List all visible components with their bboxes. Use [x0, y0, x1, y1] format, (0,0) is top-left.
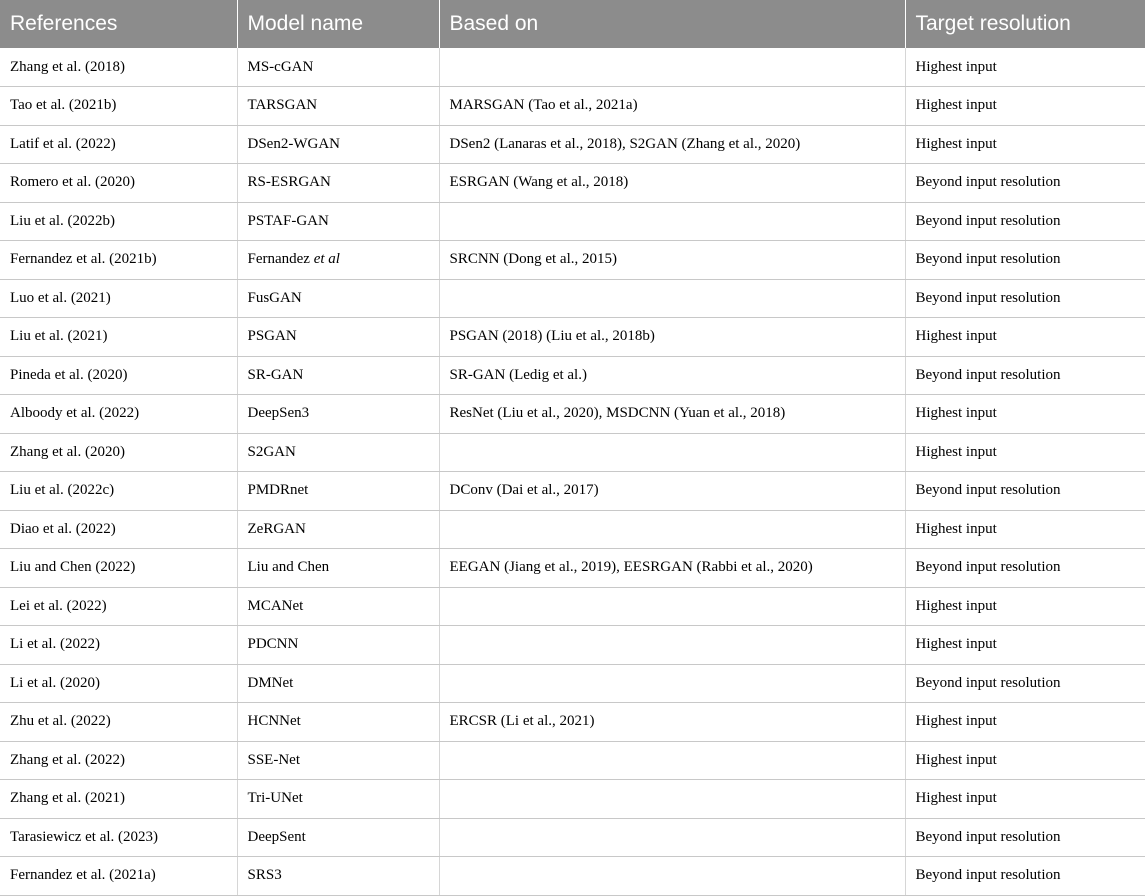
- cell-reference: Liu et al. (2021): [0, 318, 237, 357]
- cell-model-name: TARSGAN: [237, 87, 439, 126]
- cell-target-resolution: Beyond input resolution: [905, 818, 1145, 857]
- cell-model-name: PSTAF-GAN: [237, 202, 439, 241]
- cell-model-name: PSGAN: [237, 318, 439, 357]
- cell-target-resolution: Highest input: [905, 626, 1145, 665]
- header-based-on: Based on: [439, 0, 905, 48]
- cell-reference: Pineda et al. (2020): [0, 356, 237, 395]
- cell-target-resolution: Beyond input resolution: [905, 664, 1145, 703]
- cell-reference: Liu et al. (2022b): [0, 202, 237, 241]
- cell-based-on: PSGAN (2018) (Liu et al., 2018b): [439, 318, 905, 357]
- table-row: [0, 703, 1145, 742]
- cell-target-resolution: Highest input: [905, 433, 1145, 472]
- cell-based-on: [439, 510, 905, 549]
- cell-based-on: EEGAN (Jiang et al., 2019), EESRGAN (Rabbi et al., 2020): [439, 549, 905, 588]
- cell-based-on: DSen2 (Lanaras et al., 2018), S2GAN (Zhang et al., 2020): [439, 125, 905, 164]
- table-row: [0, 164, 1145, 203]
- cell-based-on: ResNet (Liu et al., 2020), MSDCNN (Yuan et al., 2018): [439, 395, 905, 434]
- cell-reference: Luo et al. (2021): [0, 279, 237, 318]
- cell-target-resolution: Beyond input resolution: [905, 857, 1145, 896]
- cell-model-name: Fernandez et al: [237, 241, 439, 280]
- cell-model-name: ZeRGAN: [237, 510, 439, 549]
- cell-reference: Fernandez et al. (2021a): [0, 857, 237, 896]
- header-model-name: Model name: [237, 0, 439, 48]
- cell-model-name: PMDRnet: [237, 472, 439, 511]
- cell-model-name: DSen2-WGAN: [237, 125, 439, 164]
- cell-reference: Zhang et al. (2018): [0, 48, 237, 87]
- cell-based-on: [439, 664, 905, 703]
- cell-based-on: DConv (Dai et al., 2017): [439, 472, 905, 511]
- cell-based-on: [439, 433, 905, 472]
- cell-based-on: ERCSR (Li et al., 2021): [439, 703, 905, 742]
- cell-reference: Zhang et al. (2021): [0, 780, 237, 819]
- cell-based-on: [439, 202, 905, 241]
- cell-model-name: DeepSen3: [237, 395, 439, 434]
- table-row: [0, 741, 1145, 780]
- header-references: References: [0, 0, 237, 48]
- cell-reference: Romero et al. (2020): [0, 164, 237, 203]
- cell-model-name: DMNet: [237, 664, 439, 703]
- table-row: [0, 549, 1145, 588]
- cell-target-resolution: Beyond input resolution: [905, 202, 1145, 241]
- cell-based-on: MARSGAN (Tao et al., 2021a): [439, 87, 905, 126]
- header-target-resolution: Target resolution: [905, 0, 1145, 48]
- cell-based-on: [439, 626, 905, 665]
- cell-target-resolution: Beyond input resolution: [905, 549, 1145, 588]
- cell-target-resolution: Highest input: [905, 703, 1145, 742]
- cell-based-on: [439, 587, 905, 626]
- cell-based-on: [439, 741, 905, 780]
- table-row: [0, 202, 1145, 241]
- cell-based-on: [439, 780, 905, 819]
- cell-model-name: Tri-UNet: [237, 780, 439, 819]
- cell-target-resolution: Beyond input resolution: [905, 241, 1145, 280]
- table-row: [0, 818, 1145, 857]
- table-row: [0, 356, 1145, 395]
- table-row: [0, 395, 1145, 434]
- cell-target-resolution: Highest input: [905, 510, 1145, 549]
- cell-model-name: PDCNN: [237, 626, 439, 665]
- cell-target-resolution: Highest input: [905, 87, 1145, 126]
- cell-target-resolution: Highest input: [905, 587, 1145, 626]
- table-row: [0, 318, 1145, 357]
- cell-model-name: SRS3: [237, 857, 439, 896]
- table-row: [0, 472, 1145, 511]
- cell-based-on: [439, 48, 905, 87]
- cell-reference: Diao et al. (2022): [0, 510, 237, 549]
- cell-target-resolution: Highest input: [905, 395, 1145, 434]
- cell-target-resolution: Highest input: [905, 125, 1145, 164]
- cell-reference: Fernandez et al. (2021b): [0, 241, 237, 280]
- cell-model-name: SSE-Net: [237, 741, 439, 780]
- cell-model-name: Liu and Chen: [237, 549, 439, 588]
- table-row: [0, 125, 1145, 164]
- cell-target-resolution: Highest input: [905, 48, 1145, 87]
- cell-model-name: S2GAN: [237, 433, 439, 472]
- table-row: [0, 857, 1145, 896]
- cell-model-name: FusGAN: [237, 279, 439, 318]
- cell-target-resolution: Highest input: [905, 318, 1145, 357]
- table-row: [0, 780, 1145, 819]
- cell-based-on: [439, 279, 905, 318]
- table-row: [0, 48, 1145, 87]
- cell-model-name: RS-ESRGAN: [237, 164, 439, 203]
- table-row: [0, 626, 1145, 665]
- cell-target-resolution: Beyond input resolution: [905, 164, 1145, 203]
- cell-target-resolution: Highest input: [905, 780, 1145, 819]
- table-row: [0, 510, 1145, 549]
- cell-reference: Zhang et al. (2022): [0, 741, 237, 780]
- cell-target-resolution: Beyond input resolution: [905, 356, 1145, 395]
- cell-based-on: SR-GAN (Ledig et al.): [439, 356, 905, 395]
- cell-based-on: [439, 818, 905, 857]
- cell-reference: Alboody et al. (2022): [0, 395, 237, 434]
- cell-model-name: DeepSent: [237, 818, 439, 857]
- cell-reference: Tarasiewicz et al. (2023): [0, 818, 237, 857]
- cell-based-on: ESRGAN (Wang et al., 2018): [439, 164, 905, 203]
- table-body: [0, 48, 1145, 895]
- table-header: [0, 0, 1145, 48]
- table-row: [0, 433, 1145, 472]
- table-row: [0, 279, 1145, 318]
- cell-based-on: [439, 857, 905, 896]
- cell-target-resolution: Highest input: [905, 741, 1145, 780]
- cell-reference: Liu et al. (2022c): [0, 472, 237, 511]
- cell-reference: Liu and Chen (2022): [0, 549, 237, 588]
- cell-model-name: SR-GAN: [237, 356, 439, 395]
- cell-reference: Tao et al. (2021b): [0, 87, 237, 126]
- table-row: [0, 241, 1145, 280]
- cell-reference: Lei et al. (2022): [0, 587, 237, 626]
- table-row: [0, 87, 1145, 126]
- cell-target-resolution: Beyond input resolution: [905, 472, 1145, 511]
- cell-model-name: MS-cGAN: [237, 48, 439, 87]
- cell-target-resolution: Beyond input resolution: [905, 279, 1145, 318]
- cell-reference: Zhu et al. (2022): [0, 703, 237, 742]
- table-row: [0, 664, 1145, 703]
- table-row: [0, 587, 1145, 626]
- cell-model-name: HCNNet: [237, 703, 439, 742]
- cell-reference: Zhang et al. (2020): [0, 433, 237, 472]
- header-row: [0, 0, 1145, 48]
- cell-reference: Latif et al. (2022): [0, 125, 237, 164]
- cell-reference: Li et al. (2020): [0, 664, 237, 703]
- cell-model-name: MCANet: [237, 587, 439, 626]
- cell-reference: Li et al. (2022): [0, 626, 237, 665]
- et-al-italic: et al: [313, 251, 340, 268]
- cell-based-on: SRCNN (Dong et al., 2015): [439, 241, 905, 280]
